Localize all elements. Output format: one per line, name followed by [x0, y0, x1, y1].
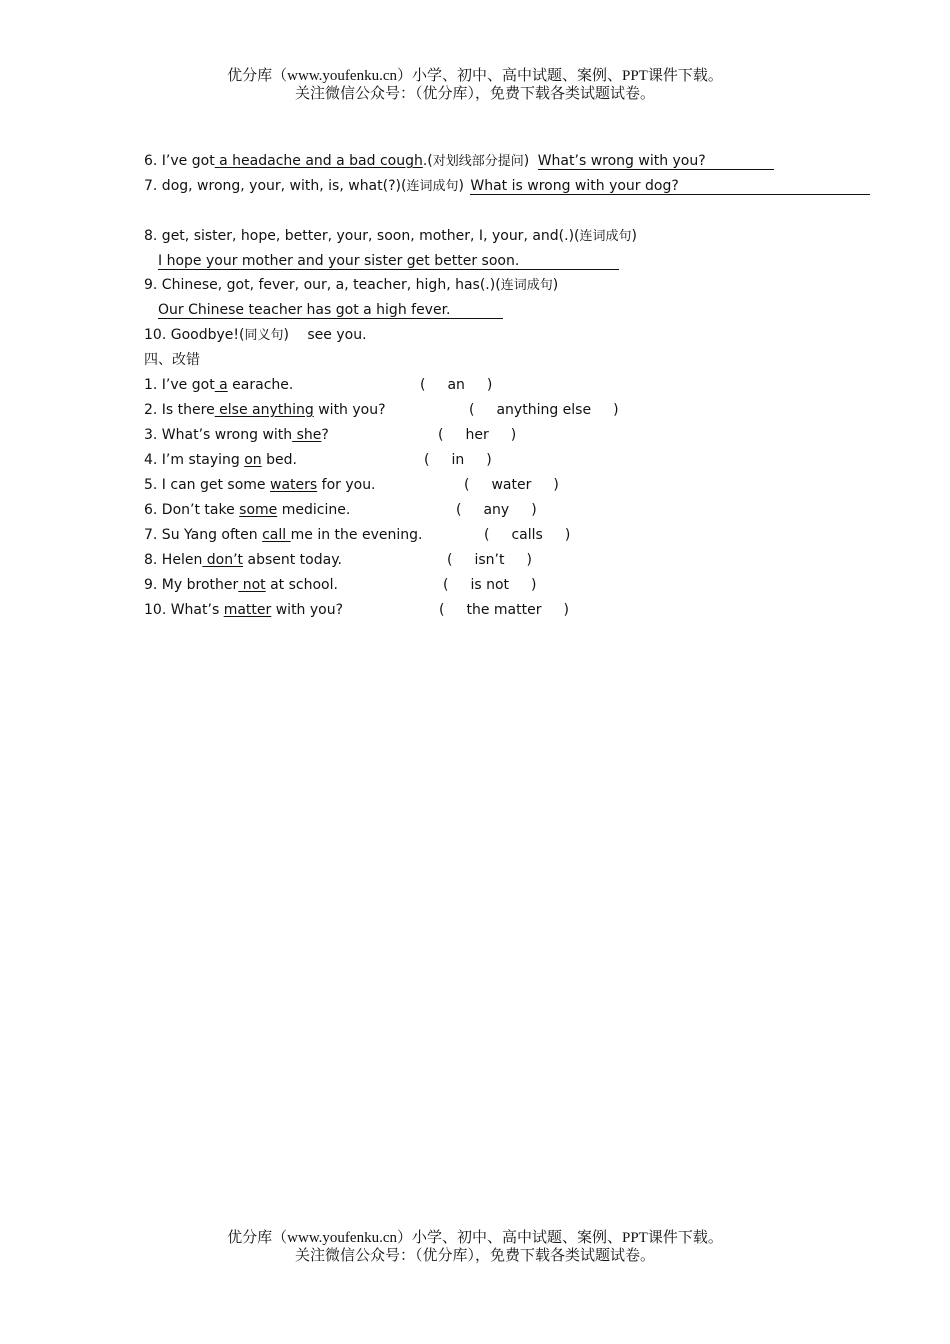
correction-answer: ( isn’t ) [447, 552, 532, 568]
correction-answer: ( her ) [438, 427, 517, 443]
footer-line-1: 优分库（www.youfenku.cn）小学、初中、高中试题、案例、PPT课件下载。 [227, 1230, 723, 1246]
error-underline: some [239, 502, 278, 518]
correction-answer: ( calls ) [484, 527, 571, 543]
question-8: 8. get, sister, hope, better, your, soon, mother, I, your, and(.)(连词成句) [144, 228, 638, 244]
error-underline: not [238, 577, 266, 593]
footer-line-2: 关注微信公众号：（优分库），免费下载各类试题试卷。 [294, 1248, 655, 1264]
error-underline: matter [223, 602, 272, 618]
correction-item: 7. Su Yang often call me in the evening. [144, 527, 423, 543]
error-underline: waters [270, 477, 318, 493]
error-underline: on [244, 452, 262, 468]
correction-item: 5. I can get some waters for you. [144, 477, 376, 493]
correction-item: 2. Is there else anything with you? [144, 402, 386, 418]
error-underline: don’t [202, 552, 244, 568]
correction-item: 3. What’s wrong with she? [144, 427, 329, 443]
error-underline: she [292, 427, 322, 443]
question-10: 10. Goodbye!(同义句) see you. [144, 327, 367, 343]
question-8-answer: I hope your mother and your sister get better soon. [158, 252, 619, 270]
underlined-phrase: a headache and a bad cough [214, 153, 423, 169]
correction-item: 9. My brother not at school. [144, 577, 338, 593]
correction-item: 4. I’m staying on bed. [144, 452, 297, 468]
answer-blank: What’s wrong with you? [538, 153, 774, 170]
correction-answer: ( an ) [420, 377, 493, 393]
correction-answer: ( in ) [424, 452, 492, 468]
correction-answer: ( anything else ) [469, 402, 619, 418]
question-7: 7. dog, wrong, your, with, is, what(?)(连词成句) What is wrong with your dog? [144, 177, 870, 196]
correction-answer: ( the matter ) [439, 602, 569, 618]
error-underline: a [214, 377, 228, 393]
question-6: 6. I’ve got a headache and a bad cough.(对划线部分提问) What’s wrong with you? [144, 152, 774, 171]
section-title: 四、改错 [144, 352, 200, 368]
question-9: 9. Chinese, got, fever, our, a, teacher, high, has(.)(连词成句) [144, 277, 559, 293]
error-underline: else anything [214, 402, 314, 418]
correction-answer: ( any ) [456, 502, 537, 518]
header-line-2: 关注微信公众号：（优分库），免费下载各类试题试卷。 [294, 86, 655, 102]
correction-item: 1. I’ve got a earache. [144, 377, 294, 393]
correction-item: 6. Don’t take some medicine. [144, 502, 351, 518]
error-underline: call [262, 527, 291, 543]
correction-item: 10. What’s matter with you? [144, 602, 344, 618]
correction-answer: ( water ) [464, 477, 559, 493]
header-line-1: 优分库（www.youfenku.cn）小学、初中、高中试题、案例、PPT课件下载。 [227, 68, 723, 84]
correction-item: 8. Helen don’t absent today. [144, 552, 342, 568]
answer-blank: What is wrong with your dog? [470, 178, 870, 195]
question-9-answer: Our Chinese teacher has got a high fever. [158, 301, 503, 319]
answer-text: see you. [307, 327, 367, 343]
correction-answer: ( is not ) [443, 577, 537, 593]
